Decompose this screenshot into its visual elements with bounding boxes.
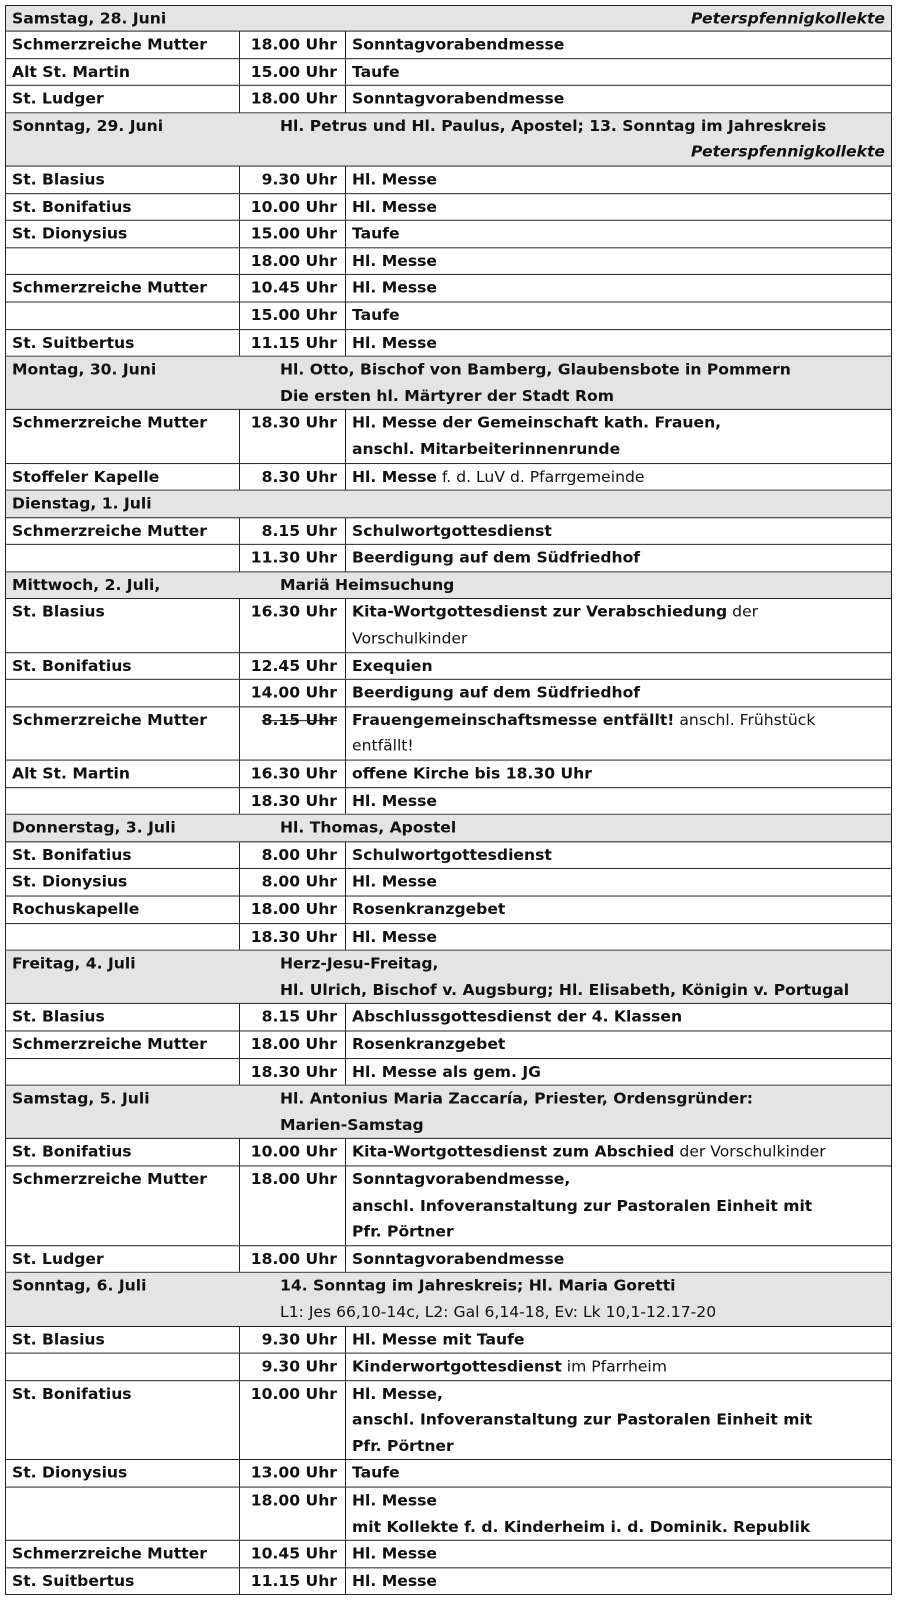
- day-info: [280, 815, 891, 841]
- church-name: [6, 545, 239, 571]
- church-name: St. Bonifatius: [12, 846, 132, 864]
- event-time: 14.00 Uhr: [239, 680, 346, 706]
- event-description: Rosenkranzgebet: [352, 1035, 506, 1054]
- church-name: Schmerzreiche Mutter: [12, 1544, 207, 1563]
- event-row: [5, 1460, 892, 1487]
- event-row: [5, 1166, 892, 1246]
- event-extra: der Vorschulkinder: [674, 1143, 826, 1161]
- feast-line: Hl. Thomas, Apostel: [280, 818, 457, 837]
- event-row: [5, 221, 892, 248]
- day-header-row: [5, 1273, 892, 1326]
- event-row: [5, 59, 892, 86]
- day-header-row: [5, 5, 892, 32]
- event-line: Vorschulkinder: [352, 629, 468, 648]
- event-description: Exequien: [352, 656, 433, 675]
- event-line: Pfr. Pörtner: [352, 1437, 454, 1455]
- event-time: 10.00 Uhr: [239, 1139, 346, 1165]
- event-description: Beerdigung auf dem Südfriedhof: [352, 683, 641, 702]
- day-info: [280, 1086, 891, 1138]
- event-description: Taufe: [352, 224, 400, 243]
- event-time: 18.00 Uhr: [239, 248, 346, 274]
- event-time: 18.00 Uhr: [239, 86, 346, 112]
- event-row: [5, 788, 892, 815]
- church-name: Alt St. Martin: [12, 764, 130, 783]
- event-description: Sonntagvorabendmesse: [352, 1249, 565, 1268]
- day-info: [280, 951, 891, 1003]
- event-time: 11.30 Uhr: [239, 545, 346, 571]
- church-name: St. Suitbertus: [12, 1572, 135, 1590]
- church-name: [6, 248, 239, 274]
- church-name: Schmerzreiche Mutter: [12, 35, 207, 54]
- event-row: [5, 167, 892, 194]
- event-time: 16.30 Uhr: [239, 761, 346, 787]
- event-description: [346, 1139, 891, 1165]
- day-info: [280, 572, 891, 598]
- event-main: Frauengemeinschaftsmesse entfällt!: [352, 711, 675, 729]
- church-name: [6, 788, 239, 814]
- event-description: offene Kirche bis 18.30 Uhr: [352, 764, 592, 783]
- church-name: Rochuskapelle: [12, 900, 140, 919]
- church-name: St. Blasius: [12, 170, 105, 189]
- church-name: St. Bonifatius: [12, 1143, 132, 1161]
- feast-line: Die ersten hl. Märtyrer der Stadt Rom: [280, 386, 615, 405]
- event-description: [346, 464, 891, 490]
- event-line: anschl. Infoveranstaltung zur Pastoralen Einheit mit: [352, 1196, 813, 1215]
- event-row: [5, 1354, 892, 1381]
- event-time: 18.00 Uhr: [239, 1488, 346, 1540]
- event-row: [5, 410, 892, 463]
- event-line: Sonntagvorabendmesse,: [352, 1170, 571, 1189]
- event-row: [5, 869, 892, 896]
- event-line: Pfr. Pörtner: [352, 1222, 454, 1241]
- church-name: Schmerzreiche Mutter: [12, 1170, 207, 1189]
- event-line: Hl. Messe,: [352, 1384, 443, 1403]
- feast-line: Mariä Heimsuchung: [280, 576, 455, 594]
- event-description: Hl. Messe: [352, 252, 437, 270]
- event-time: 15.00 Uhr: [239, 59, 346, 85]
- event-row: [5, 924, 892, 951]
- event-description: Sonntagvorabendmesse: [352, 35, 565, 54]
- feast-line: 14. Sonntag im Jahreskreis; Hl. Maria Goretti: [280, 1277, 676, 1295]
- day-info: [280, 1273, 891, 1325]
- event-extra: der: [727, 603, 759, 622]
- event-row: [5, 1246, 892, 1273]
- event-extra: f. d. LuV d. Pfarrgemeinde: [436, 467, 645, 486]
- event-time: 8.15 Uhr: [239, 1004, 346, 1030]
- event-row: [5, 599, 892, 652]
- day-info: [280, 113, 891, 165]
- event-description: Hl. Messe: [352, 1572, 437, 1590]
- event-row: [5, 194, 892, 221]
- event-description: Hl. Messe: [352, 873, 437, 892]
- day-date: Sonntag, 29. Juni: [12, 117, 164, 135]
- event-description: Hl. Messe: [352, 170, 437, 189]
- event-time: 8.00 Uhr: [239, 869, 346, 895]
- feast-line: Hl. Otto, Bischof von Bamberg, Glaubensbote in Pommern: [280, 360, 791, 379]
- day-note: Peterspfennigkollekte: [690, 143, 885, 162]
- event-time: 9.30 Uhr: [239, 1327, 346, 1353]
- event-description: [346, 410, 891, 462]
- event-row: [5, 518, 892, 545]
- event-extra: anschl. Frühstück: [674, 711, 816, 729]
- church-name: Schmerzreiche Mutter: [12, 521, 207, 540]
- feast-line: Hl. Petrus und Hl. Paulus, Apostel; 13. Sonntag im Jahreskreis: [280, 117, 827, 135]
- day-date: Freitag, 4. Juli: [12, 954, 136, 973]
- church-name: St. Ludger: [12, 1249, 104, 1268]
- day-info: [280, 357, 891, 409]
- event-row: [5, 248, 892, 275]
- event-time: 8.15 Uhr: [239, 518, 346, 544]
- day-note: Peterspfennigkollekte: [690, 9, 885, 28]
- event-time: 8.00 Uhr: [239, 842, 346, 868]
- event-row: [5, 680, 892, 707]
- schedule-table: [5, 5, 892, 1595]
- day-date: Samstag, 28. Juni: [12, 9, 167, 28]
- readings-line: L1: Jes 66,10-14c, L2: Gal 6,14-18, Ev: Lk 10,1-12.17-20: [280, 1303, 717, 1322]
- event-time: 10.00 Uhr: [239, 194, 346, 220]
- event-description: [346, 707, 891, 759]
- event-row: [5, 302, 892, 329]
- event-time: 13.00 Uhr: [239, 1460, 346, 1486]
- event-row: [5, 897, 892, 924]
- feast-line: Hl. Antonius Maria Zaccaría, Priester, Ordensgründer:: [280, 1089, 754, 1108]
- event-line: Hl. Messe der Gemeinschaft kath. Frauen,: [352, 414, 722, 432]
- day-date: Donnerstag, 3. Juli: [12, 818, 176, 837]
- day-header-row: [5, 357, 892, 410]
- church-name: St. Bonifatius: [12, 197, 132, 216]
- event-time: 10.00 Uhr: [239, 1381, 346, 1460]
- event-description: Taufe: [352, 306, 400, 325]
- event-main: Hl. Messe: [352, 467, 437, 486]
- event-row: [5, 545, 892, 572]
- feast-line: Herz-Jesu-Freitag,: [280, 954, 439, 973]
- day-header-row: [5, 491, 892, 518]
- event-line: Hl. Messe: [352, 1491, 437, 1510]
- event-row: [5, 32, 892, 59]
- event-description: Hl. Messe: [352, 279, 437, 297]
- event-line: anschl. Mitarbeiterinnenrunde: [352, 440, 621, 459]
- event-description: [346, 1354, 891, 1380]
- church-name: Schmerzreiche Mutter: [12, 279, 207, 297]
- event-description: Hl. Messe: [352, 927, 437, 946]
- church-name: St. Dionysius: [12, 224, 128, 243]
- event-time: 10.45 Uhr: [239, 275, 346, 301]
- event-line: mit Kollekte f. d. Kinderheim i. d. Dominik. Republik: [352, 1517, 811, 1536]
- event-description: [346, 1381, 891, 1460]
- event-time: 18.30 Uhr: [239, 788, 346, 814]
- event-row: [5, 1327, 892, 1354]
- event-main: Kita-Wortgottesdienst zum Abschied: [352, 1143, 675, 1161]
- event-row: [5, 842, 892, 869]
- church-name: St. Dionysius: [12, 873, 128, 892]
- event-row: [5, 86, 892, 113]
- event-description: Hl. Messe: [352, 197, 437, 216]
- day-header-row: [5, 572, 892, 599]
- event-line: entfällt!: [352, 737, 414, 756]
- church-name: [6, 1354, 239, 1380]
- event-row: [5, 275, 892, 302]
- day-header-row: [5, 113, 892, 166]
- event-time: 10.45 Uhr: [239, 1541, 346, 1567]
- event-time: 18.00 Uhr: [239, 32, 346, 58]
- church-name: [6, 924, 239, 950]
- church-name: Schmerzreiche Mutter: [12, 414, 207, 432]
- church-name: St. Bonifatius: [12, 1384, 132, 1403]
- event-main: Kita-Wortgottesdienst zur Verabschiedung: [352, 603, 728, 622]
- event-time: 9.30 Uhr: [239, 1354, 346, 1380]
- event-description: Taufe: [352, 1464, 400, 1483]
- church-name: St. Bonifatius: [12, 656, 132, 675]
- event-description: Schulwortgottesdienst: [352, 846, 552, 864]
- day-info: [280, 491, 891, 517]
- day-date: Samstag, 5. Juli: [12, 1089, 150, 1108]
- event-time: 18.30 Uhr: [239, 924, 346, 950]
- day-date: Montag, 30. Juni: [12, 360, 157, 379]
- church-name: Stoffeler Kapelle: [12, 467, 160, 486]
- day-date: Sonntag, 6. Juli: [12, 1277, 147, 1295]
- church-name: [6, 1059, 239, 1085]
- event-description: Taufe: [352, 62, 400, 81]
- event-time: 11.15 Uhr: [239, 330, 346, 356]
- church-name: St. Suitbertus: [12, 333, 135, 352]
- event-description: Rosenkranzgebet: [352, 900, 506, 919]
- church-name: [6, 1488, 239, 1540]
- event-time: 16.30 Uhr: [239, 599, 346, 651]
- event-time: 18.00 Uhr: [239, 1246, 346, 1272]
- event-row: [5, 330, 892, 357]
- event-extra: im Pfarrheim: [561, 1357, 667, 1376]
- day-header-row: [5, 951, 892, 1004]
- event-row: [5, 1031, 892, 1058]
- event-row: [5, 707, 892, 760]
- event-time: 8.30 Uhr: [239, 464, 346, 490]
- event-description: Abschlussgottesdienst der 4. Klassen: [352, 1008, 683, 1026]
- event-description: Sonntagvorabendmesse: [352, 89, 565, 108]
- church-name: Schmerzreiche Mutter: [12, 1035, 207, 1054]
- event-description: Hl. Messe: [352, 791, 437, 810]
- event-row: [5, 761, 892, 788]
- day-date: Mittwoch, 2. Juli,: [12, 576, 161, 594]
- event-row: [5, 653, 892, 680]
- church-name: St. Dionysius: [12, 1464, 128, 1483]
- event-time: 15.00 Uhr: [239, 302, 346, 328]
- event-description: Hl. Messe als gem. JG: [352, 1062, 541, 1081]
- event-description: [346, 599, 891, 651]
- event-time: 9.30 Uhr: [239, 167, 346, 193]
- event-time: 18.30 Uhr: [239, 1059, 346, 1085]
- feast-line: Marien-Samstag: [280, 1115, 424, 1134]
- church-name: St. Blasius: [12, 1008, 105, 1026]
- event-time: 18.30 Uhr: [239, 410, 346, 462]
- church-name: Alt St. Martin: [12, 62, 130, 81]
- event-time: 18.00 Uhr: [239, 1166, 346, 1245]
- event-description: Hl. Messe mit Taufe: [352, 1330, 525, 1349]
- church-name: St. Ludger: [12, 89, 104, 108]
- church-name: [6, 302, 239, 328]
- event-time: 8.15 Uhr: [239, 707, 346, 759]
- event-description: Beerdigung auf dem Südfriedhof: [352, 549, 641, 567]
- day-header-row: [5, 1086, 892, 1139]
- church-name: St. Blasius: [12, 1330, 105, 1349]
- event-row: [5, 1488, 892, 1541]
- event-line: anschl. Infoveranstaltung zur Pastoralen Einheit mit: [352, 1411, 813, 1429]
- event-row: [5, 464, 892, 491]
- event-time: 18.00 Uhr: [239, 1031, 346, 1057]
- day-date: Dienstag, 1. Juli: [12, 494, 152, 513]
- event-description: Hl. Messe: [352, 1544, 437, 1563]
- church-name: [6, 680, 239, 706]
- day-header-row: [5, 815, 892, 842]
- feast-line: Hl. Ulrich, Bischof v. Augsburg; Hl. Elisabeth, Königin v. Portugal: [280, 981, 850, 999]
- event-description: [346, 1488, 891, 1540]
- event-row: [5, 1059, 892, 1086]
- event-time: 15.00 Uhr: [239, 221, 346, 247]
- event-time: 11.15 Uhr: [239, 1568, 346, 1594]
- event-row: [5, 1381, 892, 1461]
- event-time: 18.00 Uhr: [239, 897, 346, 923]
- event-main: Kinderwortgottesdienst: [352, 1357, 562, 1376]
- event-description: Schulwortgottesdienst: [352, 521, 552, 540]
- event-row: [5, 1568, 892, 1595]
- event-description: [346, 1166, 891, 1245]
- event-time: 12.45 Uhr: [239, 653, 346, 679]
- event-row: [5, 1139, 892, 1166]
- church-name: St. Blasius: [12, 603, 105, 622]
- event-row: [5, 1004, 892, 1031]
- church-name: Schmerzreiche Mutter: [12, 711, 207, 729]
- event-description: Hl. Messe: [352, 333, 437, 352]
- event-row: [5, 1541, 892, 1568]
